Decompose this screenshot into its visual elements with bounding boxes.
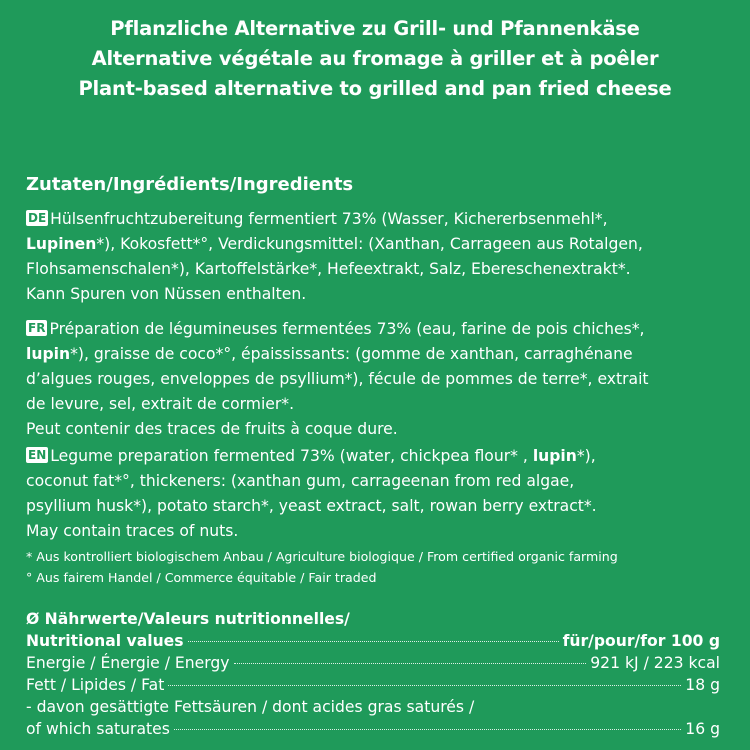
ingredients-de-line: Hülsenfruchtzubereitung fermentiert 73% (Wasser, Kichererbsenmehl*,	[50, 210, 608, 228]
ingredients-en-line: Legume preparation fermented 73% (water, chickpea flour* ,	[50, 447, 533, 465]
ingredients-en-line: coconut fat*°, thickeners: (xanthan gum, carrageenan from red algae,	[26, 472, 575, 490]
title-fr: Alternative végétale au fromage à griller et à poêler	[91, 47, 659, 70]
ingredients-fr-line: d’algues rouges, enveloppes de psyllium*), fécule de pommes de terre*, extrait	[26, 370, 649, 388]
ingredients-en-line: psyllium husk*), potato starch*, yeast extract, salt, rowan berry extract*.	[26, 497, 597, 515]
ingredients-en-line: *),	[576, 447, 596, 465]
ingredients-fr-line: *), graisse de coco*°, épaississants: (gomme de xanthan, carraghénane	[70, 345, 633, 363]
lang-badge-fr: FR	[28, 321, 46, 335]
footnote-fairtrade: ° Aus fairem Handel / Commerce équitable / Fair traded	[26, 570, 377, 585]
ingredients-fr-line: de levure, sel, extrait de cormier*.	[26, 395, 295, 413]
title-de: Pflanzliche Alternative zu Grill- und Pfannenkäse	[110, 17, 640, 40]
ingredients-en	[26, 444, 730, 544]
nutrition-row-saturates	[26, 718, 720, 740]
saturates-label-line2: of which saturates	[26, 720, 170, 738]
ingredients-fr	[26, 317, 730, 442]
title-en: Plant-based alternative to grilled and pan fried cheese	[78, 77, 672, 100]
energy-value: 921 kJ / 223 kcal	[590, 654, 720, 672]
per-100g-label: für/pour/for 100 g	[562, 632, 720, 650]
allergen-lupinen: Lupinen	[26, 235, 97, 253]
dotted-leader	[168, 685, 681, 686]
footnotes	[26, 546, 618, 588]
ingredients-en-line: May contain traces of nuts.	[26, 522, 239, 540]
nutrition-table	[26, 608, 720, 740]
saturates-value: 16 g	[685, 720, 720, 738]
nutrition-row-energy	[26, 652, 720, 674]
ingredients-fr-line: Peut contenir des traces de fruits à coque dure.	[26, 420, 398, 438]
ingredients-de	[26, 207, 730, 307]
dotted-leader	[234, 663, 587, 664]
lang-badge-de: DE	[28, 211, 47, 225]
allergen-lupin: lupin	[26, 345, 71, 363]
ingredients-de-line: Kann Spuren von Nüssen enthalten.	[26, 285, 307, 303]
footnote-organic: * Aus kontrolliert biologischem Anbau / Agriculture biologique / From certified organic farming	[26, 549, 618, 564]
saturates-label-line1: - davon gesättigte Fettsäuren / dont acides gras saturés /	[26, 698, 475, 716]
nutrition-subheading: Nutritional values	[26, 632, 184, 650]
nutrition-header-row	[26, 630, 720, 652]
lang-badge-en: EN	[28, 448, 47, 462]
dotted-leader	[188, 641, 559, 642]
fat-label: Fett / Lipides / Fat	[26, 676, 165, 694]
ingredients-de-line: Flohsamenschalen*), Kartoffelstärke*, Hefeextrakt, Salz, Ebereschenextrakt*.	[26, 260, 631, 278]
nutrition-row-fat	[26, 674, 720, 696]
allergen-lupin-en: lupin	[532, 447, 577, 465]
fat-value: 18 g	[685, 676, 720, 694]
ingredients-fr-line: Préparation de légumineuses fermentées 73% (eau, farine de pois chiches*,	[49, 320, 645, 338]
nutrition-row-saturates-line1	[26, 696, 720, 718]
ingredients-heading: Zutaten/Ingrédients/Ingredients	[26, 174, 354, 195]
ingredients-de-line: *), Kokosfett*°, Verdickungsmittel: (Xanthan, Carrageen aus Rotalgen,	[96, 235, 643, 253]
energy-label: Energie / Énergie / Energy	[26, 654, 230, 672]
nutrition-heading: Ø Nährwerte/Valeurs nutritionnelles/	[26, 610, 350, 628]
product-titles	[0, 14, 750, 104]
dotted-leader	[174, 729, 681, 730]
